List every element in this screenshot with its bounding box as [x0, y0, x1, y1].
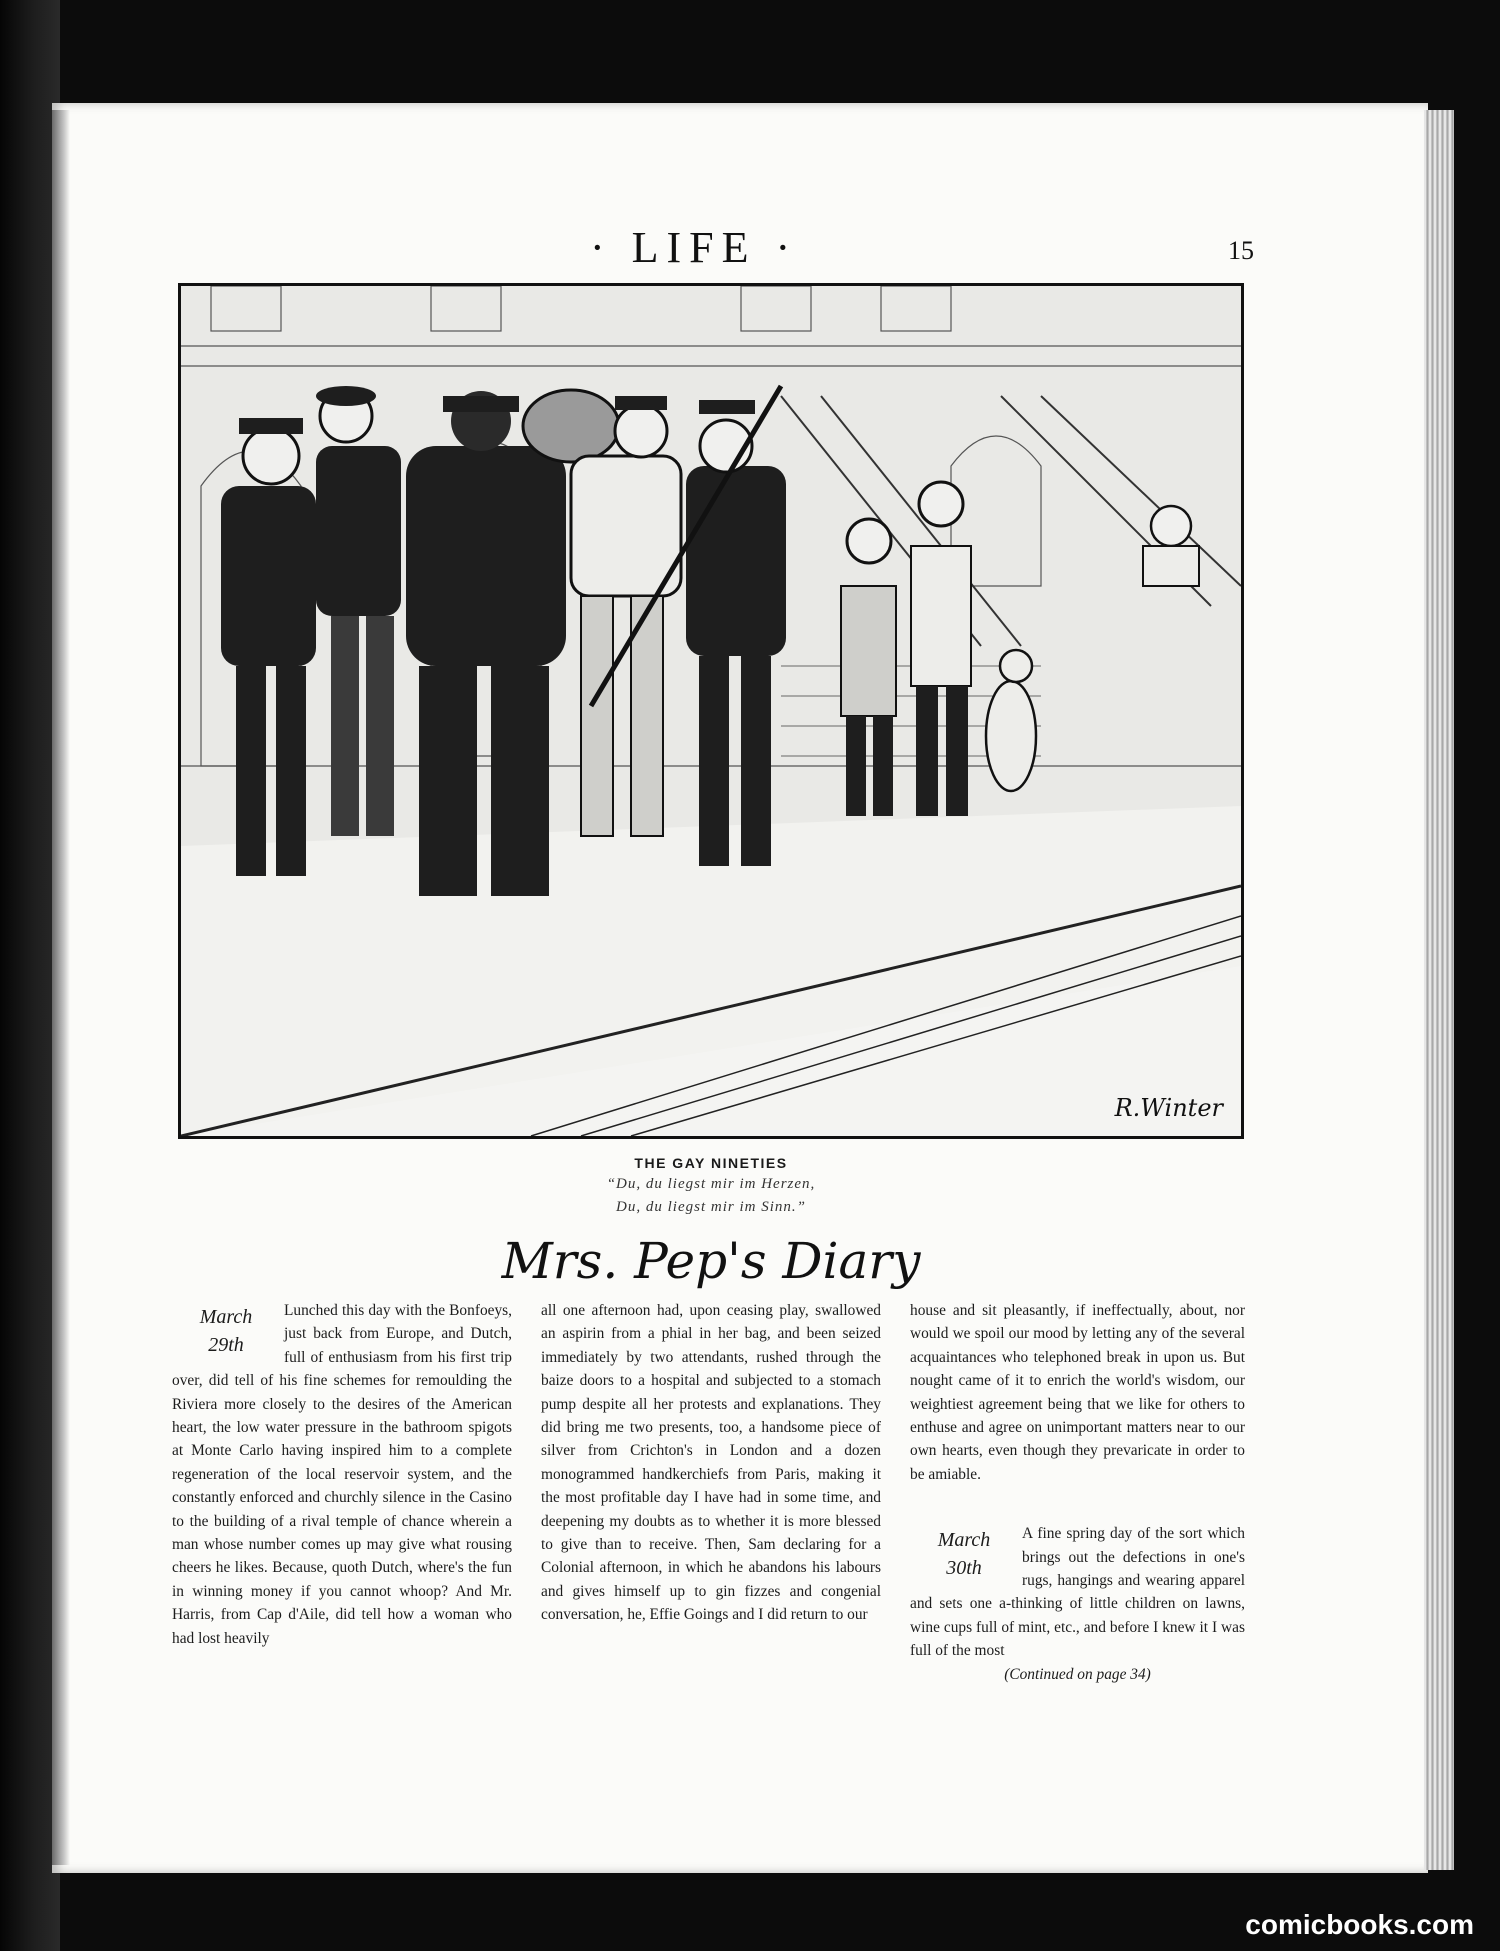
date-label-march-30: [910, 1526, 1018, 1582]
date-month: March: [199, 1306, 253, 1328]
article-column-1: [172, 1299, 512, 1650]
page-edges: [1424, 110, 1454, 1870]
date-day: 30th: [946, 1557, 982, 1580]
watermark: comicbooks.com: [1245, 1909, 1474, 1940]
diary-entry-text: house and sit pleasantly, if ineffectually, about, nor would we spoil our mood by letting any of the several acquaintances who telephoned break in upon us. But nought came of it to enrich the world's wisdom, our weightiest agreement being that we like for others to enthuse and agree on unimportant matters near to our own hearts, even though they prevaricate in order to be amiable.: [910, 1302, 1245, 1483]
street-band-drawing: [181, 286, 1241, 1136]
caption-line-1: “Du, du liegst mir im Herzen,: [606, 1176, 816, 1192]
gutter-shadow: [52, 110, 70, 1865]
caption-title: THE GAY NINETIES: [634, 1155, 788, 1171]
date-day: 29th: [208, 1334, 244, 1356]
date-label-march-29: [172, 1303, 280, 1359]
diary-entry-text: A fine spring day of the sort which brings out the defections in one's rugs, hangings and wearing apparel and sets one a-thinking of little children on lawns, wine cups full of mint, etc., and before I knew it I was full of the most: [910, 1525, 1245, 1660]
diary-entry-text: Lunched this day with the Bonfoeys, just back from Europe, and Dutch, full of enthusiasm from his first trip over, did tell of his fine schemes for remoulding the Riviera more closely to the desires of the American heart, the low water pressure in the bathroom spigots at Monte Carlo having inspired him to a complete regeneration of the local reservoir system, and the constantly enforced and churchly silence in the Casino to the building of a rival temple of chance wherein a man whose number comes up may give what rousing cheers he likes. Because, quoth Dutch, where's the fun in winning money if you cannot whoop? And Mr. Harris, from Cap d'Aile, did tell how a woman who had lost heavily: [172, 1302, 512, 1647]
article-column-2: [541, 1299, 881, 1627]
continued-note: (Continued on page 34): [1004, 1665, 1151, 1683]
paragraph-gap: [910, 1486, 1245, 1522]
diary-entry-text: all one afternoon had, upon ceasing play, swallowed an aspirin from a phial in her bag, and been seized immediately by two attendants, rushed through the baize doors to a hospital and subjected to a stomach pump despite all her protests and explanations. They did bring me two presents, too, a handsome piece of silver from Crichton's in London and a dozen monogrammed handkerchiefs from Paris, making it the most profitable day I have had in some time, and deepening my doubts as to whether it is more blessed to give than to receive. Then, Sam declaring for a Colonial afternoon, in which he abandons his labours and gives himself up to gin fizzes and congenial conversation, he, Effie Goings and I did return to our: [541, 1302, 881, 1624]
book-binding: [0, 0, 60, 1951]
masthead: · LIFE ·: [590, 223, 799, 272]
article-column-3: [910, 1299, 1245, 1686]
cartoon-illustration: [178, 283, 1244, 1139]
article-title: Mrs. Pep's Diary: [501, 1232, 921, 1290]
page-number: 15: [1228, 236, 1254, 265]
artist-signature: R.Winter: [1114, 1094, 1223, 1122]
caption-line-2: Du, du liegst mir im Sinn.”: [616, 1199, 806, 1215]
date-month: March: [937, 1529, 991, 1552]
